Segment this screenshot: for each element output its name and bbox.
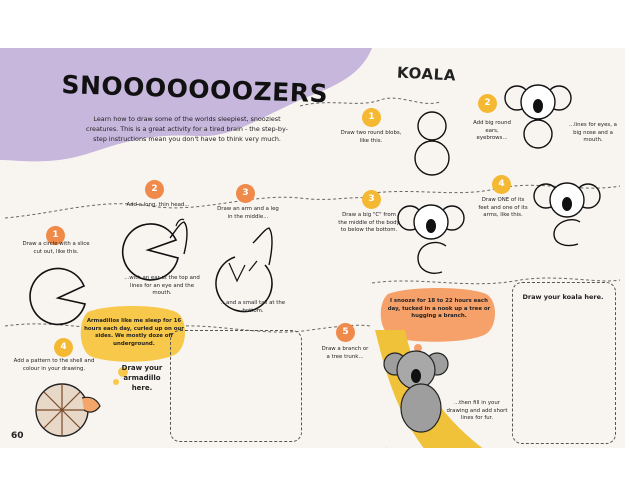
armadillo-step3-drawing [205, 225, 285, 290]
step-1-badge: 1 [46, 226, 65, 245]
koala-fact: I snooze for 18 to 22 hours each day, tucked in a nook up a tree or hugging a branch. [387, 298, 491, 319]
step-2b-caption: ...with an ear at the top and lines for an eye and the mouth. [124, 275, 200, 296]
step-4-badge: 4 [54, 338, 73, 357]
step-2-caption: Add a long, thin head... [126, 202, 190, 208]
intro-text: Learn how to draw some of the worlds sleepiest, snooziest creatures. This is a great activity for a tired brain - the step-by-step instructions mean you don't have to think very much. [86, 115, 288, 143]
step-3b-caption: ...and a small tail at the bottom. [220, 300, 286, 314]
koala-step-2b-caption: ...lines for eyes, a big nose and a mouth. [569, 122, 617, 143]
koala-on-tree-drawing [365, 330, 485, 448]
armadillo-final-drawing [34, 380, 104, 440]
koala-step-5-caption: Draw a branch or a tree trunk... [321, 346, 369, 360]
koala-step-2-badge: 2 [478, 94, 497, 113]
armadillo-draw-prompt: Draw your armadillo here. [121, 364, 163, 392]
koala-step-2-caption: Add big round ears, eyebrows... [473, 120, 511, 141]
koala-draw-prompt: Draw your koala here. [522, 293, 604, 301]
koala-step-5-badge: 5 [336, 323, 355, 342]
koala-step1-drawing [412, 110, 452, 180]
koala-drawing-area[interactable] [512, 282, 616, 444]
koala-step-4-caption: Draw ONE of its feet and one of its arms, like this. [478, 197, 528, 218]
armadillo-drawing-area[interactable] [170, 330, 302, 442]
koala-step-3-badge: 3 [362, 190, 381, 209]
step-1-caption: Draw a circle with a slice cut out, like this. [22, 241, 90, 255]
page-number: 60 [11, 431, 24, 441]
step-2-badge: 2 [145, 180, 164, 199]
armadillo-step2-drawing [118, 218, 198, 278]
koala-step-3-caption: Draw a big "C" from the middle of the body to below the bottom. [338, 212, 400, 233]
koala-title: KOALA [396, 63, 457, 85]
koala-step-4-badge: 4 [492, 175, 511, 194]
page-title: SNOOOOOOOZERS [60, 70, 329, 109]
step-4-caption: Add a pattern to the shell and colour in your drawing. [13, 358, 95, 372]
koala-step4-drawing [532, 178, 602, 248]
armadillo-fact: Armadillos like me sleep for 16 hours each day, curled up on our sides. We mostly doze off underground. [84, 318, 184, 347]
koala-step2-drawing [503, 76, 573, 146]
book-spread [0, 48, 625, 448]
koala-step-1-badge: 1 [362, 108, 381, 127]
koala-step-1-caption: Draw two round blobs, like this. [340, 130, 402, 144]
koala-step-5b-caption: ...then fill in your drawing and add short lines for fur. [446, 400, 508, 421]
step-3-caption: Draw an arm and a leg in the middle... [217, 206, 279, 220]
koala-step3-drawing [396, 198, 466, 278]
step-3-badge: 3 [236, 184, 255, 203]
